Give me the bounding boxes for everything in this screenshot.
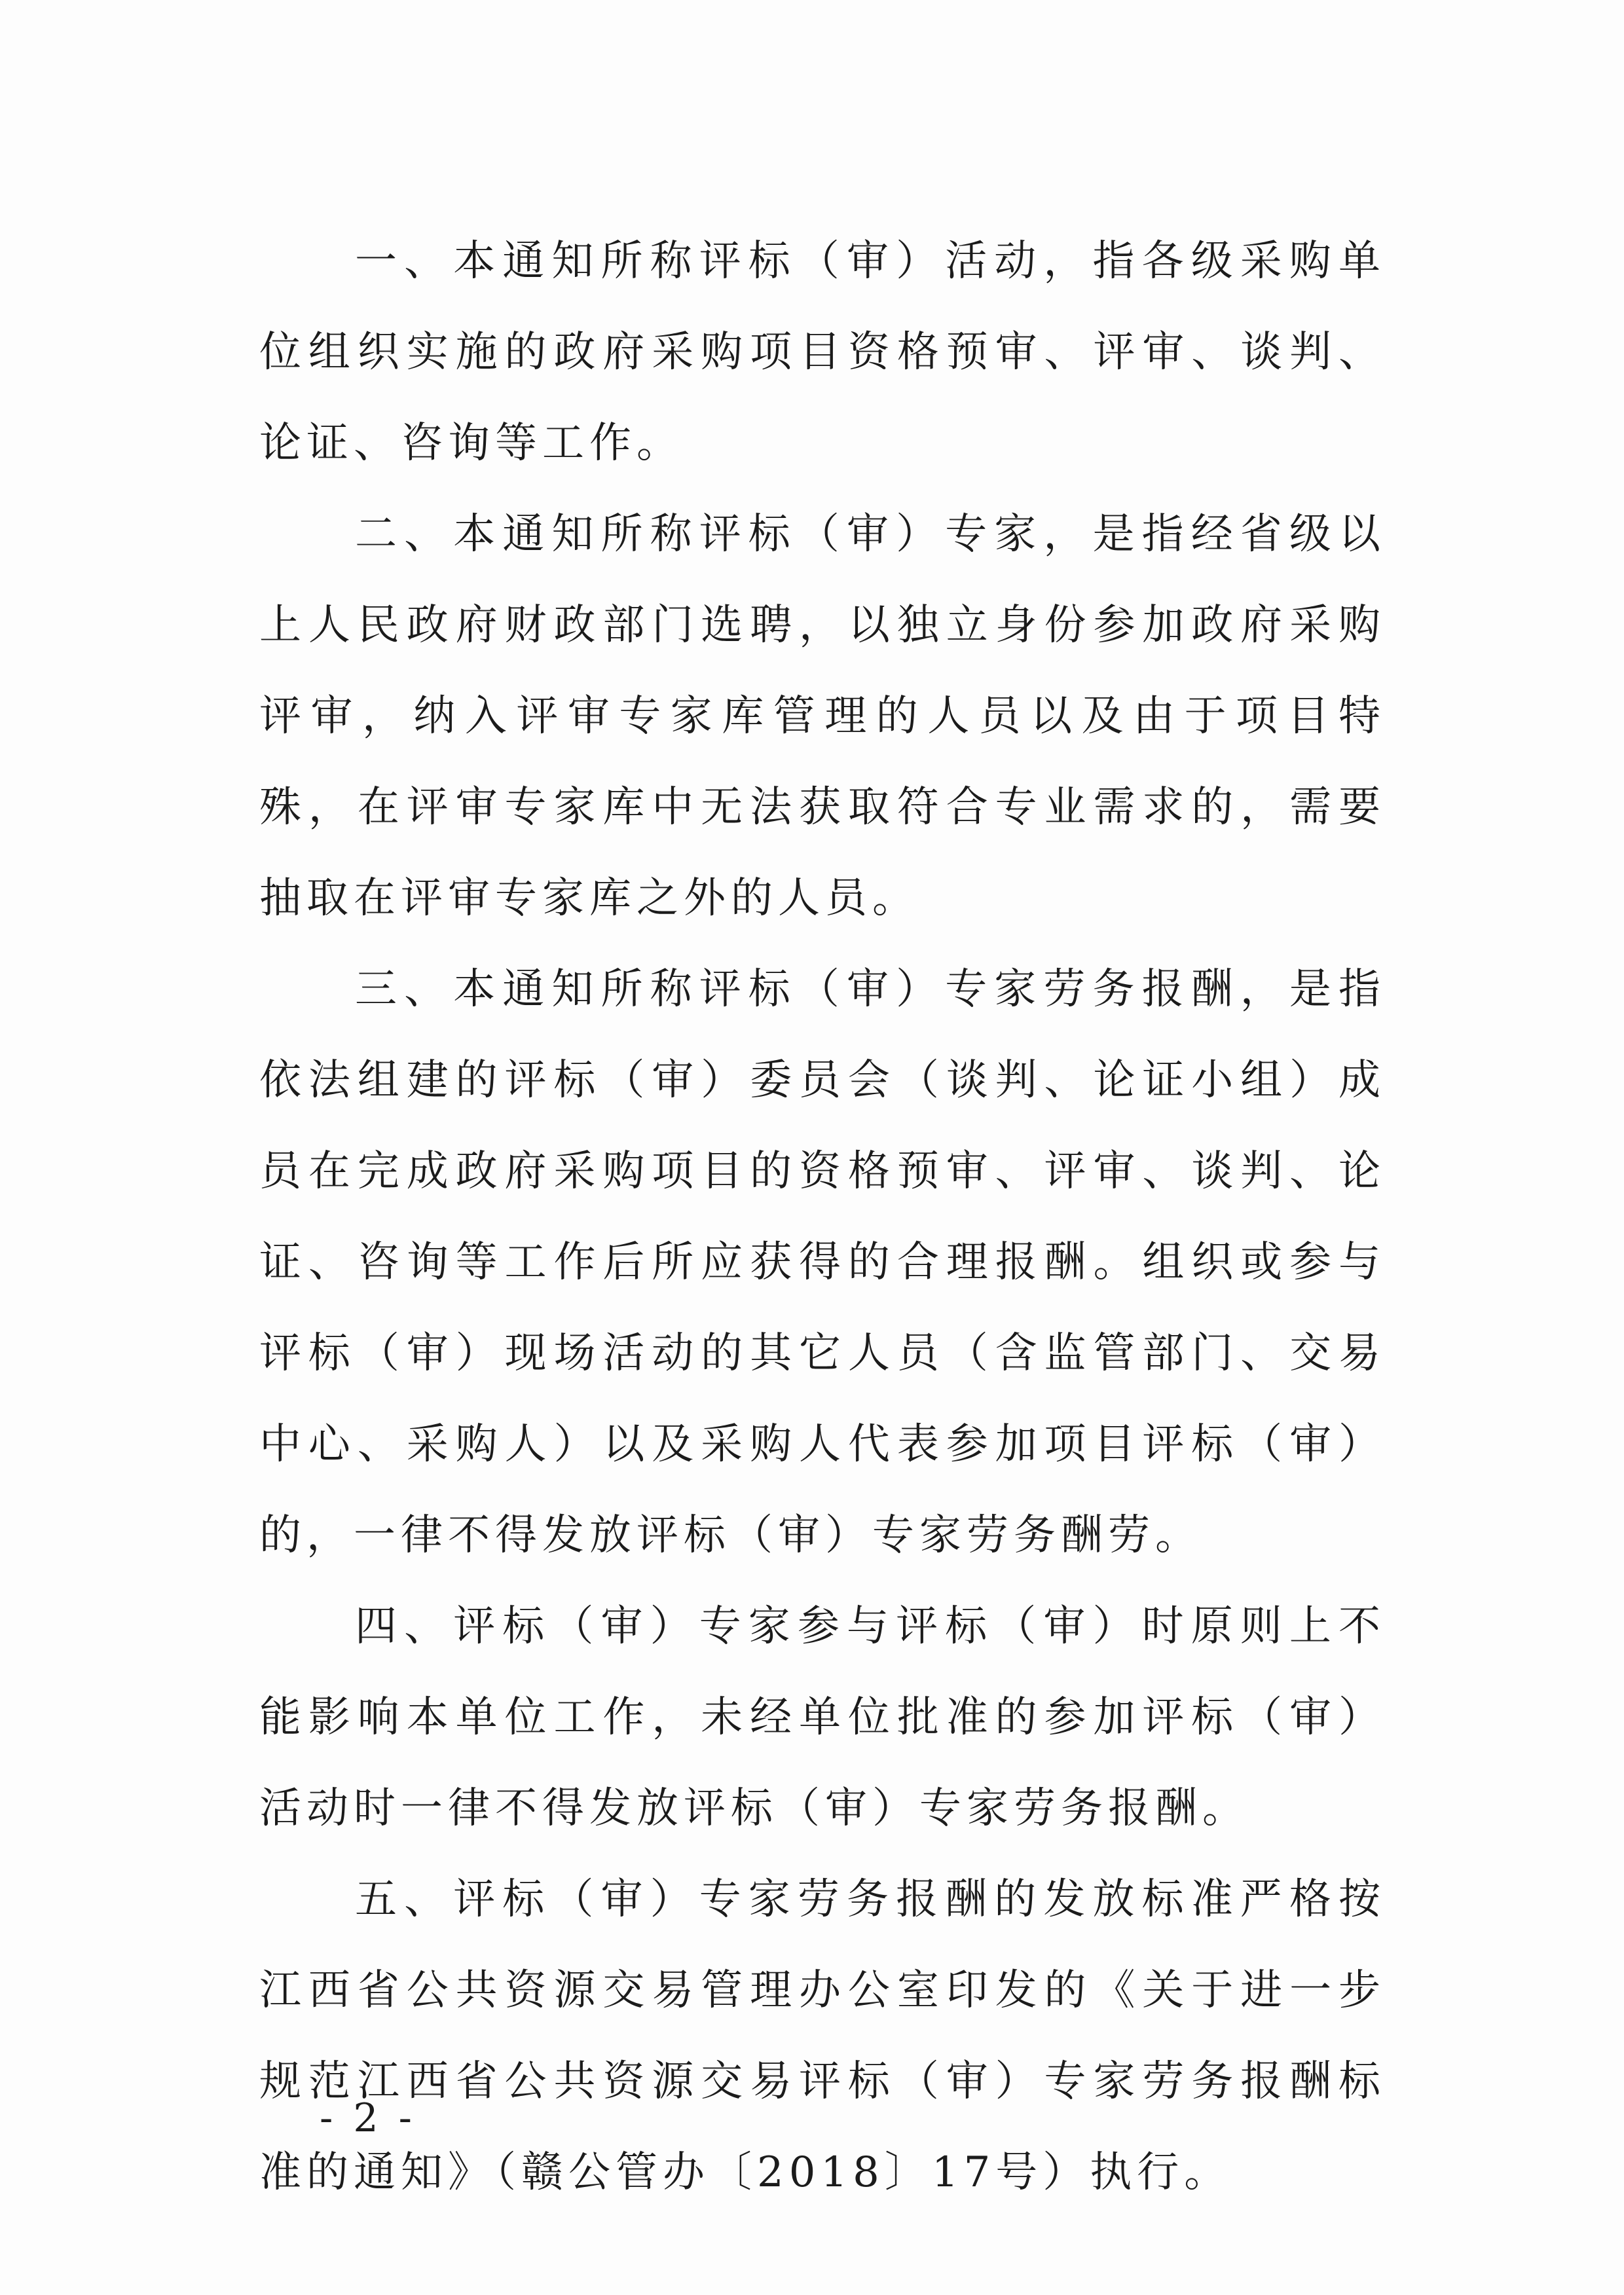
paragraph-3: 三、本通知所称评标（审）专家劳务报酬，是指依法组建的评标（审）委员会（谈判、论证小组）成员在完成政府采购项目的资格预审、评审、谈判、论证、咨询等工作后所应获得的合理报酬。组织或参与评标（审）现场活动的其它人员（含监管部门、交易中心、采购人）以及采购人代表参加项目评标（审）的，一律不得发放评标（审）专家劳务酬劳。	[259, 965, 1386, 1560]
page-number: - 2 -	[320, 2095, 416, 2141]
paragraph-1: 一、本通知所称评标（审）活动，指各级采购单位组织实施的政府采购项目资格预审、评审、谈判、论证、咨询等工作。	[259, 237, 1386, 468]
paragraph-4: 四、评标（审）专家参与评标（审）时原则上不能影响本单位工作，未经单位批准的参加评标（审）活动时一律不得发放评标（审）专家劳务报酬。	[259, 1602, 1386, 1833]
paragraph-2: 二、本通知所称评标（审）专家，是指经省级以上人民政府财政部门选聘，以独立身份参加政府采购评审，纳入评审专家库管理的人员以及由于项目特殊，在评审专家库中无法获取符合专业需求的，需要抽取在评审专家库之外的人员。	[259, 510, 1386, 923]
document-body	[259, 216, 1386, 2218]
paragraph-5: 五、评标（审）专家劳务报酬的发放标准严格按江西省公共资源交易管理办公室印发的《关于进一步规范江西省公共资源交易评标（审）专家劳务报酬标准的通知》（赣公管办〔2018〕17号）执行。	[259, 1875, 1386, 2197]
